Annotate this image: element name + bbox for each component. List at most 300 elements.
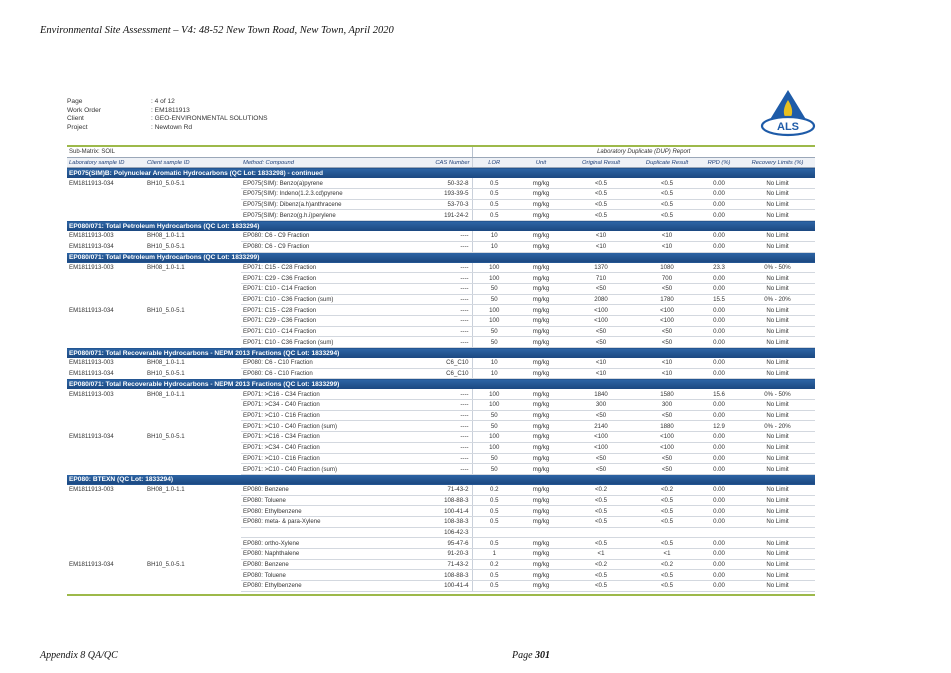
meta-label: Page xyxy=(67,98,83,105)
cell-rpd: 0.00 xyxy=(698,495,740,506)
section-header xyxy=(67,221,815,232)
cell-rpd: 15.6 xyxy=(698,389,740,399)
section-title: EP080/071: Total Recoverable Hydrocarbons - NEPM 2013 Fractions (QC Lot: 1833299) xyxy=(67,379,815,390)
cell-method-compound: EP071: >C10 - C40 Fraction (sum) xyxy=(241,421,405,432)
cell-duplicate-result: 1080 xyxy=(636,263,698,273)
cell-recovery-limits: No Limit xyxy=(740,549,815,560)
cell-unit: mg/kg xyxy=(516,538,566,549)
cell-rpd: 0.00 xyxy=(698,400,740,411)
cell-rpd: 0.00 xyxy=(698,305,740,316)
table-row xyxy=(67,294,815,305)
cell-duplicate-result: <50 xyxy=(636,453,698,464)
cell-unit: mg/kg xyxy=(516,189,566,200)
cell-rpd: 0.00 xyxy=(698,549,740,560)
cell-client-sample-id xyxy=(145,410,241,421)
cell-recovery-limits: No Limit xyxy=(740,189,815,200)
cell-cas-number: ---- xyxy=(405,305,472,316)
cell-client-sample-id xyxy=(145,516,241,527)
cell-original-result: <0.5 xyxy=(566,210,636,221)
cell-original-result: 2080 xyxy=(566,294,636,305)
cell-method-compound: EP080: Toluene xyxy=(241,495,405,506)
meta-value: : GEO-ENVIRONMENTAL SOLUTIONS xyxy=(151,115,268,124)
cell-client-sample-id xyxy=(145,581,241,592)
cell-lor: 100 xyxy=(472,263,516,273)
cell-method-compound: EP071: C10 - C36 Fraction (sum) xyxy=(241,294,405,305)
cell-lab-sample-id: EM1811913-003 xyxy=(69,263,114,271)
cell-client-sample-id xyxy=(145,294,241,305)
sub-matrix-row xyxy=(67,147,815,157)
cell-recovery-limits: No Limit xyxy=(740,453,815,464)
cell-lab-sample-id xyxy=(67,189,145,200)
cell-unit: mg/kg xyxy=(516,178,566,188)
cell-cas-number: 108-88-3 xyxy=(405,570,472,581)
cell-cas-number: 71-43-2 xyxy=(405,485,472,495)
cell-method-compound: EP071: C29 - C36 Fraction xyxy=(241,315,405,326)
table-row xyxy=(67,368,815,379)
table-row xyxy=(67,464,815,475)
cell-cas-number: ---- xyxy=(405,315,472,326)
cell-client-sample-id xyxy=(145,527,241,538)
cell-recovery-limits: No Limit xyxy=(740,442,815,453)
cell-cas-number: 193-39-5 xyxy=(405,189,472,200)
cell-rpd: 15.5 xyxy=(698,294,740,305)
cell-lor: 0.5 xyxy=(472,189,516,200)
cell-lab-sample-id xyxy=(67,453,145,464)
section-title: EP080/071: Total Petroleum Hydrocarbons (QC Lot: 1833299) xyxy=(67,252,815,263)
cell-lor: 0.5 xyxy=(472,570,516,581)
cell-lor: 50 xyxy=(472,326,516,337)
cell-original-result: <10 xyxy=(566,368,636,379)
cell-cas-number: 71-43-2 xyxy=(405,559,472,570)
cell-unit: mg/kg xyxy=(516,485,566,495)
meta-value: : Newtown Rd xyxy=(151,124,192,133)
cell-client-sample-id xyxy=(145,442,241,453)
cell-cas-number: ---- xyxy=(405,241,472,252)
cell-rpd: 0.00 xyxy=(698,273,740,284)
cell-lab-sample-id xyxy=(67,273,145,284)
cell-rpd: 0.00 xyxy=(698,410,740,421)
cell-rpd: 0.00 xyxy=(698,315,740,326)
report-banner: Laboratory Duplicate (DUP) Report xyxy=(472,147,815,157)
cell-unit: mg/kg xyxy=(516,516,566,527)
cell-recovery-limits: No Limit xyxy=(740,326,815,337)
cell-duplicate-result: 300 xyxy=(636,400,698,411)
cell-client-sample-id xyxy=(145,315,241,326)
cell-lab-sample-id xyxy=(67,410,145,421)
cell-client-sample-id xyxy=(145,549,241,560)
section-title: EP080/071: Total Petroleum Hydrocarbons (QC Lot: 1833294) xyxy=(67,221,815,232)
cell-unit: mg/kg xyxy=(516,326,566,337)
cell-duplicate-result: <50 xyxy=(636,464,698,475)
meta-row-project xyxy=(67,124,268,133)
cell-lab-sample-id xyxy=(67,294,145,305)
table-row xyxy=(67,485,815,495)
cell-duplicate-result: <50 xyxy=(636,326,698,337)
cell-rpd: 0.00 xyxy=(698,506,740,517)
cell-original-result: <100 xyxy=(566,315,636,326)
cell-duplicate-result: <0.2 xyxy=(636,485,698,495)
cell-method-compound: EP071: C15 - C28 Fraction xyxy=(241,305,405,316)
cell-rpd: 0.00 xyxy=(698,283,740,294)
cell-method-compound: EP080: ortho-Xylene xyxy=(241,538,405,549)
cell-cas-number: ---- xyxy=(405,432,472,443)
table-row xyxy=(67,442,815,453)
cell-rpd: 12.9 xyxy=(698,421,740,432)
meta-value: : 4 of 12 xyxy=(151,98,175,107)
cell-lor: 10 xyxy=(472,368,516,379)
cell-client-sample-id: BH08_1.0-1.1 xyxy=(147,486,185,494)
cell-unit: mg/kg xyxy=(516,421,566,432)
cell-original-result: <0.5 xyxy=(566,516,636,527)
col-unit: Unit xyxy=(516,157,566,168)
table-row xyxy=(67,241,815,252)
duplicate-report xyxy=(67,145,815,596)
cell-unit: mg/kg xyxy=(516,400,566,411)
col-recovery-limits: Recovery Limits (%) xyxy=(740,157,815,168)
cell-lor: 10 xyxy=(472,231,516,241)
cell-client-sample-id: BH10_5.0-5.1 xyxy=(147,370,185,378)
cell-unit: mg/kg xyxy=(516,315,566,326)
cell-duplicate-result: <0.5 xyxy=(636,178,698,188)
cell-recovery-limits: 0% - 20% xyxy=(740,294,815,305)
cell-original-result: <10 xyxy=(566,231,636,241)
cell-duplicate-result: <10 xyxy=(636,358,698,368)
cell-method-compound: EP075(SIM): Dibenz(a.h)anthracene xyxy=(241,199,405,210)
cell-lab-sample-id xyxy=(67,210,145,221)
cell-rpd: 0.00 xyxy=(698,199,740,210)
cell-unit: mg/kg xyxy=(516,549,566,560)
cell-duplicate-result: 1880 xyxy=(636,421,698,432)
cell-rpd xyxy=(698,527,740,538)
cell-cas-number: ---- xyxy=(405,453,472,464)
cell-original-result: <100 xyxy=(566,432,636,443)
logo-text: ALS xyxy=(777,121,799,133)
cell-client-sample-id xyxy=(145,400,241,411)
cell-lor: 50 xyxy=(472,283,516,294)
footer-page-label: Page xyxy=(512,650,533,661)
als-logo xyxy=(760,88,816,138)
cell-rpd: 0.00 xyxy=(698,453,740,464)
cell-recovery-limits: No Limit xyxy=(740,178,815,188)
footer-page-number xyxy=(512,650,550,661)
cell-original-result: <50 xyxy=(566,283,636,294)
cell-duplicate-result xyxy=(636,527,698,538)
cell-duplicate-result: <10 xyxy=(636,231,698,241)
cell-cas-number: ---- xyxy=(405,294,472,305)
cell-lab-sample-id xyxy=(67,315,145,326)
cell-lab-sample-id xyxy=(67,326,145,337)
col-rpd: RPD (%) xyxy=(698,157,740,168)
cell-rpd: 0.00 xyxy=(698,210,740,221)
meta-row-client xyxy=(67,115,268,124)
section-header xyxy=(67,379,815,390)
cell-rpd: 0.00 xyxy=(698,581,740,592)
cell-original-result: <50 xyxy=(566,464,636,475)
cell-method-compound: EP080: C6 - C10 Fraction xyxy=(241,368,405,379)
cell-lab-sample-id xyxy=(67,199,145,210)
cell-original-result: <10 xyxy=(566,241,636,252)
cell-rpd: 0.00 xyxy=(698,231,740,241)
cell-cas-number: 91-20-3 xyxy=(405,549,472,560)
cell-original-result: <0.5 xyxy=(566,570,636,581)
report-meta xyxy=(67,98,268,132)
table-row xyxy=(67,178,815,188)
cell-lab-sample-id: EM1811913-034 xyxy=(69,179,114,187)
cell-unit: mg/kg xyxy=(516,241,566,252)
cell-cas-number: 106-42-3 xyxy=(405,527,472,538)
dup-table xyxy=(67,147,815,592)
cell-lor: 50 xyxy=(472,337,516,348)
cell-lab-sample-id xyxy=(67,581,145,592)
table-row xyxy=(67,549,815,560)
table-row xyxy=(67,210,815,221)
cell-client-sample-id: BH08_1.0-1.1 xyxy=(147,390,185,398)
cell-cas-number: 95-47-6 xyxy=(405,538,472,549)
cell-rpd: 0.00 xyxy=(698,516,740,527)
cell-method-compound xyxy=(241,527,405,538)
cell-duplicate-result: <0.5 xyxy=(636,189,698,200)
table-row xyxy=(67,273,815,284)
cell-cas-number: ---- xyxy=(405,273,472,284)
document-header: Environmental Site Assessment – V4: 48-52 New Town Road, New Town, April 2020 xyxy=(40,25,394,36)
table-row xyxy=(67,326,815,337)
cell-method-compound: EP080: Ethylbenzene xyxy=(241,506,405,517)
cell-cas-number: 108-38-3 xyxy=(405,516,472,527)
cell-lor: 0.5 xyxy=(472,516,516,527)
cell-original-result: <0.5 xyxy=(566,581,636,592)
cell-method-compound: EP071: C29 - C36 Fraction xyxy=(241,273,405,284)
cell-original-result: <0.2 xyxy=(566,485,636,495)
cell-method-compound: EP071: >C10 - C16 Fraction xyxy=(241,453,405,464)
cell-lor: 0.5 xyxy=(472,210,516,221)
cell-recovery-limits: No Limit xyxy=(740,273,815,284)
sub-matrix-label: Sub-Matrix: SOIL xyxy=(67,147,472,157)
cell-original-result: <0.5 xyxy=(566,506,636,517)
cell-unit: mg/kg xyxy=(516,506,566,517)
cell-original-result: <0.5 xyxy=(566,178,636,188)
cell-rpd: 0.00 xyxy=(698,241,740,252)
cell-recovery-limits: No Limit xyxy=(740,337,815,348)
cell-duplicate-result: 1580 xyxy=(636,389,698,399)
cell-method-compound: EP071: C10 - C14 Fraction xyxy=(241,283,405,294)
cell-duplicate-result: <50 xyxy=(636,337,698,348)
cell-original-result: <0.5 xyxy=(566,538,636,549)
cell-duplicate-result: <1 xyxy=(636,549,698,560)
table-row xyxy=(67,538,815,549)
cell-unit: mg/kg xyxy=(516,273,566,284)
cell-original-result: <50 xyxy=(566,453,636,464)
cell-client-sample-id xyxy=(145,464,241,475)
section-title: EP080: BTEXN (QC Lot: 1833294) xyxy=(67,474,815,485)
cell-recovery-limits: No Limit xyxy=(740,485,815,495)
col-original-result: Original Result xyxy=(566,157,636,168)
cell-rpd: 0.00 xyxy=(698,442,740,453)
section-header xyxy=(67,474,815,485)
cell-client-sample-id xyxy=(145,421,241,432)
cell-cas-number: ---- xyxy=(405,283,472,294)
table-row xyxy=(67,410,815,421)
cell-client-sample-id: BH10_5.0-5.1 xyxy=(147,179,185,187)
cell-duplicate-result: <100 xyxy=(636,305,698,316)
cell-original-result: <0.5 xyxy=(566,199,636,210)
cell-recovery-limits: No Limit xyxy=(740,283,815,294)
cell-rpd: 0.00 xyxy=(698,178,740,188)
cell-method-compound: EP071: >C34 - C40 Fraction xyxy=(241,400,405,411)
cell-cas-number: ---- xyxy=(405,231,472,241)
cell-method-compound: EP080: C6 - C9 Fraction xyxy=(241,231,405,241)
cell-method-compound: EP075(SIM): Indeno(1.2.3.cd)pyrene xyxy=(241,189,405,200)
cell-method-compound: EP071: C10 - C36 Fraction (sum) xyxy=(241,337,405,348)
cell-unit: mg/kg xyxy=(516,410,566,421)
cell-client-sample-id xyxy=(145,570,241,581)
cell-client-sample-id xyxy=(145,199,241,210)
table-row xyxy=(67,506,815,517)
table-row xyxy=(67,283,815,294)
cell-lor: 0.2 xyxy=(472,485,516,495)
cell-lab-sample-id: EM1811913-034 xyxy=(69,370,114,378)
meta-row-page xyxy=(67,98,268,107)
cell-unit: mg/kg xyxy=(516,283,566,294)
cell-recovery-limits: No Limit xyxy=(740,400,815,411)
cell-recovery-limits: No Limit xyxy=(740,464,815,475)
cell-recovery-limits: No Limit xyxy=(740,432,815,443)
cell-lor: 100 xyxy=(472,389,516,399)
cell-lor: 0.5 xyxy=(472,495,516,506)
cell-duplicate-result: <0.5 xyxy=(636,516,698,527)
meta-row-work-order xyxy=(67,107,268,116)
cell-cas-number: 108-88-3 xyxy=(405,495,472,506)
cell-lor: 100 xyxy=(472,400,516,411)
cell-method-compound: EP080: Benzene xyxy=(241,559,405,570)
cell-recovery-limits: No Limit xyxy=(740,506,815,517)
cell-lab-sample-id: EM1811913-034 xyxy=(69,306,114,314)
cell-original-result: 2140 xyxy=(566,421,636,432)
footer-appendix: Appendix 8 QA/QC xyxy=(40,650,118,661)
cell-unit: mg/kg xyxy=(516,453,566,464)
cell-method-compound: EP071: >C34 - C40 Fraction xyxy=(241,442,405,453)
cell-recovery-limits: 0% - 50% xyxy=(740,389,815,399)
cell-client-sample-id xyxy=(145,273,241,284)
table-row xyxy=(67,527,815,538)
cell-original-result: <10 xyxy=(566,358,636,368)
column-header-row xyxy=(67,157,815,168)
table-row xyxy=(67,432,815,443)
cell-recovery-limits: No Limit xyxy=(740,315,815,326)
cell-lab-sample-id xyxy=(67,549,145,560)
cell-recovery-limits: No Limit xyxy=(740,516,815,527)
table-row xyxy=(67,189,815,200)
cell-lab-sample-id xyxy=(67,421,145,432)
cell-method-compound: EP080: Toluene xyxy=(241,570,405,581)
cell-recovery-limits: No Limit xyxy=(740,241,815,252)
cell-lor: 0.5 xyxy=(472,581,516,592)
table-row xyxy=(67,581,815,592)
cell-lab-sample-id: EM1811913-003 xyxy=(69,232,114,240)
cell-rpd: 0.00 xyxy=(698,368,740,379)
cell-cas-number: ---- xyxy=(405,326,472,337)
cell-lab-sample-id xyxy=(67,516,145,527)
cell-method-compound: EP080: Naphthalene xyxy=(241,549,405,560)
cell-method-compound: EP071: >C10 - C16 Fraction xyxy=(241,410,405,421)
cell-recovery-limits: No Limit xyxy=(740,231,815,241)
cell-lor: 0.5 xyxy=(472,178,516,188)
cell-lab-sample-id xyxy=(67,570,145,581)
cell-client-sample-id: BH08_1.0-1.1 xyxy=(147,263,185,271)
table-body xyxy=(67,168,815,591)
cell-lor: 100 xyxy=(472,273,516,284)
cell-method-compound: EP071: >C16 - C34 Fraction xyxy=(241,432,405,443)
cell-client-sample-id xyxy=(145,538,241,549)
col-method-compound: Method: Compound xyxy=(241,157,405,168)
cell-lor: 10 xyxy=(472,358,516,368)
cell-duplicate-result: <100 xyxy=(636,432,698,443)
cell-duplicate-result: <50 xyxy=(636,410,698,421)
cell-rpd: 0.00 xyxy=(698,358,740,368)
cell-duplicate-result: <0.5 xyxy=(636,538,698,549)
cell-cas-number: ---- xyxy=(405,442,472,453)
cell-lab-sample-id xyxy=(67,538,145,549)
cell-original-result: <100 xyxy=(566,442,636,453)
table-row xyxy=(67,199,815,210)
cell-lor: 0.2 xyxy=(472,559,516,570)
cell-lab-sample-id xyxy=(67,337,145,348)
cell-method-compound: EP080: C6 - C9 Fraction xyxy=(241,241,405,252)
cell-rpd: 0.00 xyxy=(698,326,740,337)
footer-rule xyxy=(67,594,815,596)
cell-rpd: 0.00 xyxy=(698,559,740,570)
cell-recovery-limits: No Limit xyxy=(740,199,815,210)
cell-rpd: 0.00 xyxy=(698,464,740,475)
cell-original-result: <50 xyxy=(566,326,636,337)
cell-client-sample-id xyxy=(145,337,241,348)
cell-client-sample-id: BH10_5.0-5.1 xyxy=(147,433,185,441)
cell-original-result: 300 xyxy=(566,400,636,411)
cell-recovery-limits: 0% - 20% xyxy=(740,421,815,432)
cell-method-compound: EP071: >C16 - C34 Fraction xyxy=(241,389,405,399)
cell-cas-number: ---- xyxy=(405,337,472,348)
cell-unit: mg/kg xyxy=(516,559,566,570)
cell-duplicate-result: <10 xyxy=(636,241,698,252)
table-row xyxy=(67,453,815,464)
cell-duplicate-result: <0.5 xyxy=(636,506,698,517)
cell-lor: 0.5 xyxy=(472,538,516,549)
cell-lor: 100 xyxy=(472,432,516,443)
cell-duplicate-result: <0.5 xyxy=(636,581,698,592)
cell-lor: 0.5 xyxy=(472,199,516,210)
meta-label: Client xyxy=(67,115,84,123)
cell-lor: 50 xyxy=(472,294,516,305)
cell-unit: mg/kg xyxy=(516,358,566,368)
meta-label: Work Order xyxy=(67,106,101,114)
cell-recovery-limits: 0% - 50% xyxy=(740,263,815,273)
section-header xyxy=(67,168,815,179)
col-duplicate-result: Duplicate Result xyxy=(636,157,698,168)
cell-original-result xyxy=(566,527,636,538)
cell-original-result: 710 xyxy=(566,273,636,284)
cell-lab-sample-id xyxy=(67,506,145,517)
cell-rpd: 0.00 xyxy=(698,189,740,200)
col-lab-sample-id: Laboratory sample ID xyxy=(67,157,145,168)
cell-unit: mg/kg xyxy=(516,464,566,475)
cell-duplicate-result: <0.5 xyxy=(636,210,698,221)
cell-recovery-limits: No Limit xyxy=(740,570,815,581)
cell-cas-number: 191-24-2 xyxy=(405,210,472,221)
meta-label: Project xyxy=(67,123,88,131)
cell-lab-sample-id xyxy=(67,283,145,294)
cell-client-sample-id: BH10_5.0-5.1 xyxy=(147,561,185,569)
cell-method-compound: EP080: meta- & para-Xylene xyxy=(241,516,405,527)
cell-method-compound: EP071: >C10 - C40 Fraction (sum) xyxy=(241,464,405,475)
